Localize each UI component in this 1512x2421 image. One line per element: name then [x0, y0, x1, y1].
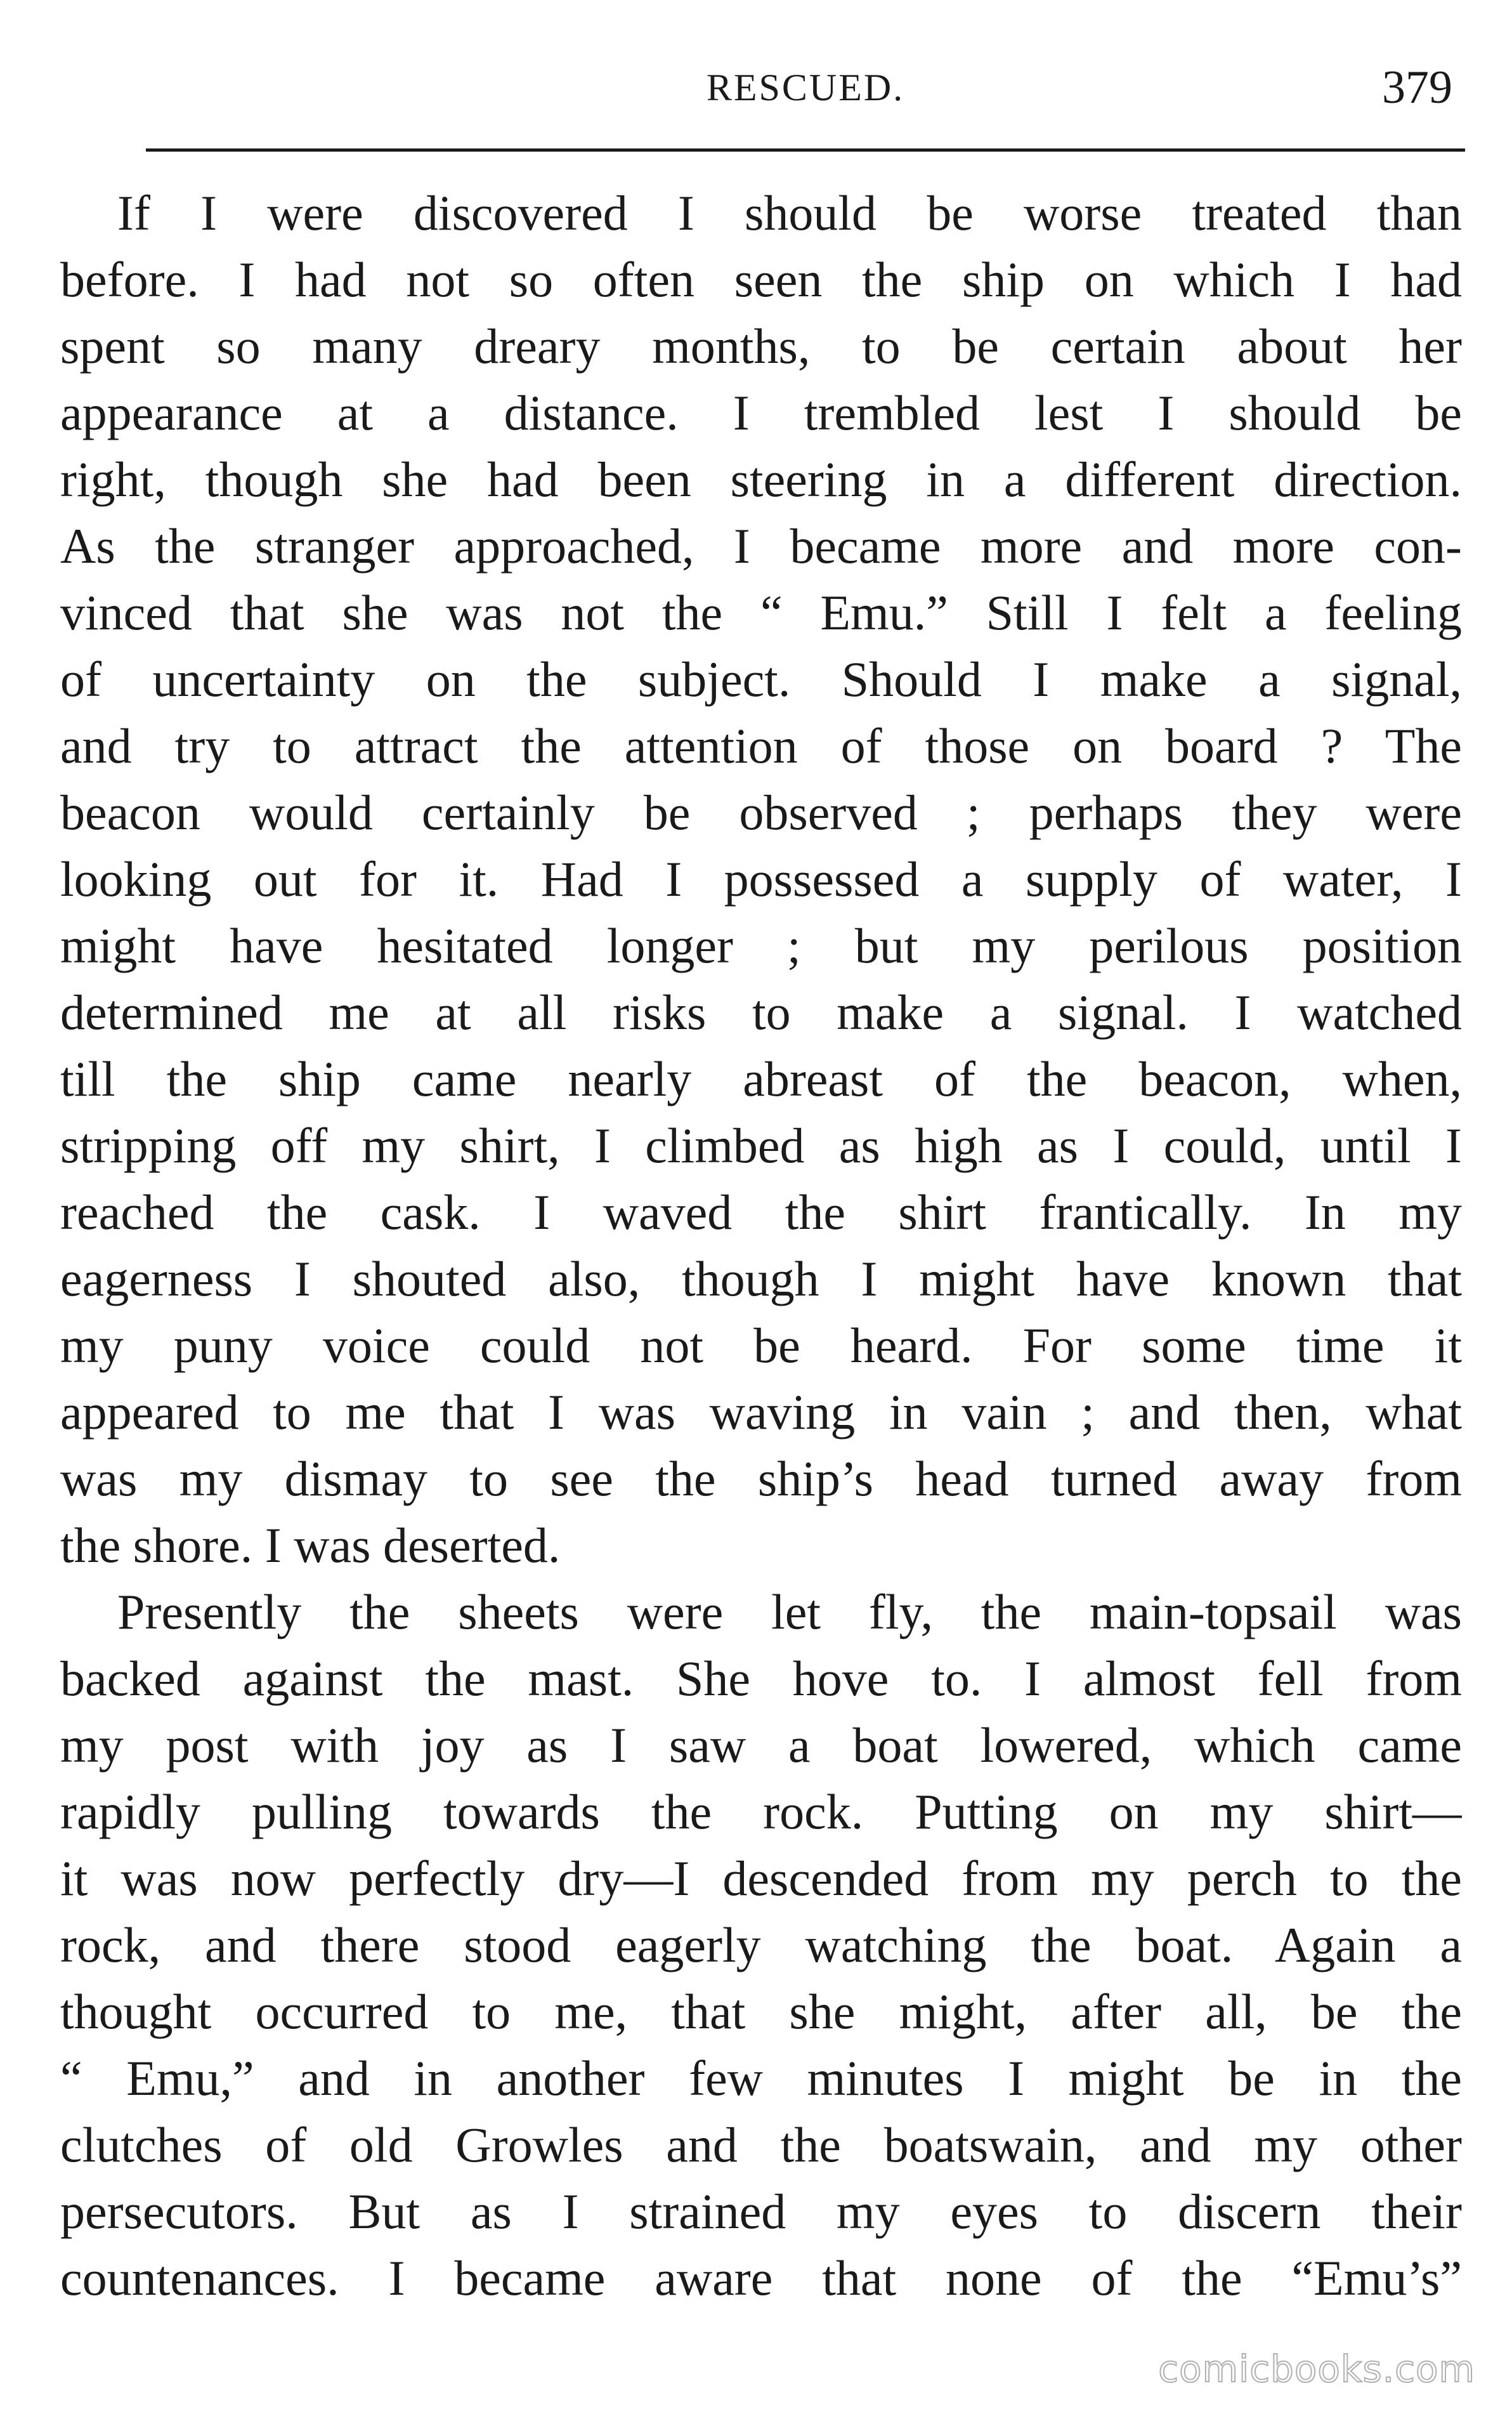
text-line: thought occurred to me, that she might, after all, be the [60, 1984, 1462, 2039]
text-line: might have hesitated longer ; but my perilous position [60, 918, 1462, 973]
running-head [146, 56, 1465, 132]
text-line: clutches of old Growles and the boatswain, and my other [60, 2117, 1462, 2172]
text-line: countenances. I became aware that none of the “Emu’s” [60, 2250, 1462, 2306]
text-line: reached the cask. I waved the shirt frantically. In my [60, 1184, 1462, 1240]
text-line: it was now perfectly dry—I descended from my perch to the [60, 1851, 1462, 1906]
text-line: of uncertainty on the subject. Should I make a signal, [60, 652, 1462, 707]
text-line: eagerness I shouted also, though I might have known that [60, 1251, 1462, 1306]
text-line: rock, and there stood eagerly watching the boat. Again a [60, 1917, 1462, 1972]
paragraph-end-line: the shore. I was deserted. [60, 1518, 561, 1573]
text-line: looking out for it. Had I possessed a supply of water, I [60, 851, 1462, 907]
text-line: was my dismay to see the ship’s head turned away from [60, 1451, 1462, 1506]
text-line: till the ship came nearly abreast of the beacon, when, [60, 1051, 1462, 1106]
text-line: my post with joy as I saw a boat lowered, which came [60, 1717, 1462, 1773]
paragraph-start-line: Presently the sheets were let fly, the main-topsail was [117, 1584, 1462, 1639]
text-line: persecutors. But as I strained my eyes to discern their [60, 2184, 1462, 2239]
text-line: vinced that she was not the “ Emu.” Still I felt a feeling [60, 585, 1462, 640]
text-line: As the stranger approached, I became more and more con- [60, 518, 1462, 574]
text-line: right, though she had been steering in a different direction. [60, 452, 1462, 507]
text-line: and try to attract the attention of those on board ? The [60, 718, 1462, 773]
body-text [60, 180, 1462, 2311]
page-number: 379 [1382, 62, 1452, 114]
text-line: stripping off my shirt, I climbed as high as I could, until I [60, 1118, 1462, 1173]
text-line: determined me at all risks to make a signal. I watched [60, 985, 1462, 1040]
header-rule [146, 148, 1465, 152]
text-line: If I were discovered I should be worse treated than [117, 185, 1462, 240]
watermark: comicbooks.com [1158, 2347, 1475, 2391]
text-line: rapidly pulling towards the rock. Putting on my shirt— [60, 1784, 1462, 1839]
text-line: my puny voice could not be heard. For some time it [60, 1318, 1462, 1373]
text-line: backed against the mast. She hove to. I almost fell from [60, 1651, 1462, 1706]
text-line: spent so many dreary months, to be certain about her [60, 318, 1462, 374]
text-line: “ Emu,” and in another few minutes I might be in the [60, 2050, 1462, 2106]
text-line: appeared to me that I was waving in vain ; and then, what [60, 1384, 1462, 1440]
text-line: beacon would certainly be observed ; perhaps they were [60, 785, 1462, 840]
text-line: appearance at a distance. I trembled lest I should be [60, 385, 1462, 440]
text-line: before. I had not so often seen the ship on which I had [60, 252, 1462, 307]
running-title: RESCUED. [706, 67, 905, 108]
